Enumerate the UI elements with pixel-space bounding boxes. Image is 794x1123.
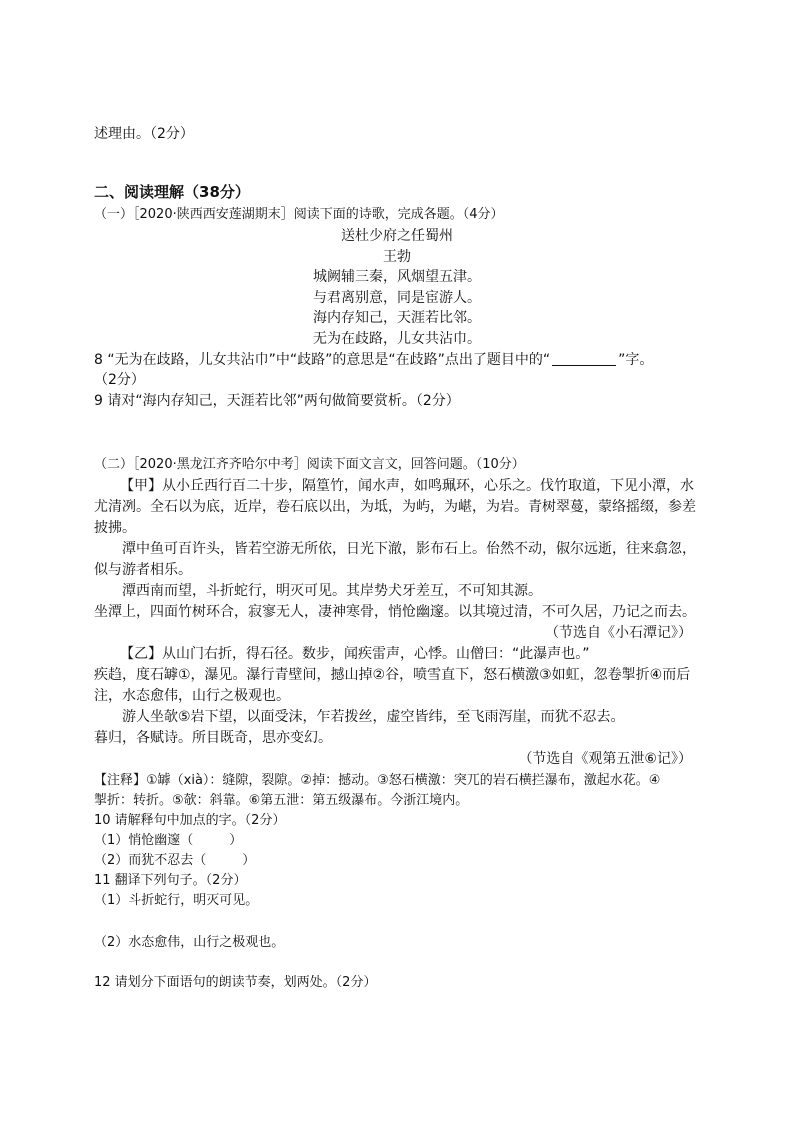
question-11-item: （1）斗折蛇行，明灭可见。: [94, 893, 259, 908]
passage-yi-line: 注，水态愈伟，山行之极观也。: [94, 688, 290, 704]
paren-close: ）: [229, 833, 243, 848]
poem-author: 王勃: [383, 249, 411, 265]
previous-question-tail: 述理由。（2分）: [94, 126, 194, 142]
poem-title: 送杜少府之任蜀州: [341, 228, 453, 244]
poem-line: 城阙辅三秦，风烟望五津。: [313, 269, 481, 285]
question-10-item-text: （1）悄怆幽邃（: [94, 833, 194, 848]
passage-yi-line: 疾趋，度石罅①，瀑见。瀑行青壁间，撼山掉②谷，喷雪直下，怒石横激③如虹，忽卷掣折④而后: [94, 667, 691, 683]
passage-jia-line: 坐潭上，四面竹树环合，寂寥无人，凄神寒骨，悄怆幽邃。以其境过清，不可久居，乃记之而去。: [94, 604, 696, 620]
answer-blank[interactable]: [552, 351, 616, 366]
question-8: [94, 350, 653, 370]
poem-line: 与君离别意，同是宦游人。: [313, 290, 481, 306]
question-10-item: [94, 851, 255, 871]
passage-yi-source: （节选自《观第五泄⑥记》）: [518, 751, 692, 767]
part2-header: （二）［2020·黑龙江齐齐哈尔中考］阅读下面文言文，回答问题。（10分）: [94, 457, 525, 472]
passage-jia-line: 披拂。: [94, 520, 136, 536]
passage-jia-line: 潭西南而望，斗折蛇行，明灭可见。其岸势犬牙差互，不可知其源。: [122, 583, 542, 599]
question-8-text-end: ”字。: [618, 352, 654, 368]
passage-jia-line: 似与游者相乐。: [94, 562, 192, 578]
notes-line: 掣折：转折。⑤欹：斜靠。⑥第五泄：第五级瀑布。今浙江境内。: [94, 793, 469, 808]
poem-line: 海内存知己，天涯若比邻。: [313, 310, 481, 326]
question-11-item: （2）水态愈伟，山行之极观也。: [94, 935, 285, 950]
question-11: 11 翻译下列句子。（2分）: [94, 873, 247, 888]
passage-yi-line: 【乙】从山门右折，得石径。数步，闻疾雷声，心悸。山僧曰：“此瀑声也。”: [120, 646, 590, 662]
notes-line: 【注释】①罅（xià）：缝隙，裂隙。②掉：撼动。③怒石横激：突兀的岩石横拦瀑布，激起水花。④: [94, 773, 661, 788]
part1-header: （一）［2020·陕西西安莲湖期末］阅读下面的诗歌，完成各题。（4分）: [94, 207, 504, 222]
passage-yi-line: 游人坐欹⑤岩下望，以面受沫，乍若拨丝，虚空皆纬，至飞雨泻崖，而犹不忍去。: [122, 709, 625, 725]
passage-jia-source: （节选自《小石潭记》）: [545, 625, 692, 641]
question-8-text: 8 “无为在歧路，儿女共沾巾”中“歧路”的意思是“在歧路”点出了题目中的“: [94, 352, 551, 368]
paren-close: ）: [242, 853, 256, 868]
question-8-score: （2分）: [94, 372, 145, 388]
section-title: 二、阅读理解（38分）: [94, 183, 250, 201]
question-12: 12 请划分下面语句的朗读节奏，划两处。（2分）: [94, 975, 377, 990]
question-10: 10 请解释句中加点的字。（2分）: [94, 813, 286, 828]
passage-jia-line: 尤清冽。全石以为底，近岸，卷石底以出，为坻，为屿，为嵁，为岩。青树翠蔓，蒙络摇缀，参差: [94, 499, 696, 515]
passage-jia-line: 潭中鱼可百许头，皆若空游无所依，日光下澈，影布石上。佁然不动，俶尔远逝，往来翕忽，: [122, 541, 696, 557]
passage-yi-line: 暮归，各赋诗。所目既奇，思亦变幻。: [94, 730, 332, 746]
poem-line: 无为在歧路，儿女共沾巾。: [313, 331, 481, 347]
question-10-item: [94, 831, 242, 851]
question-9: 9 请对“海内存知己，天涯若比邻”两句做简要赏析。（2分）: [94, 393, 460, 409]
question-10-item-text: （2）而犹不忍去（: [94, 853, 207, 868]
passage-jia-line: 【甲】从小丘西行百二十步，隔篁竹，闻水声，如鸣珮环，心乐之。伐竹取道，下见小潭，水: [120, 478, 694, 494]
